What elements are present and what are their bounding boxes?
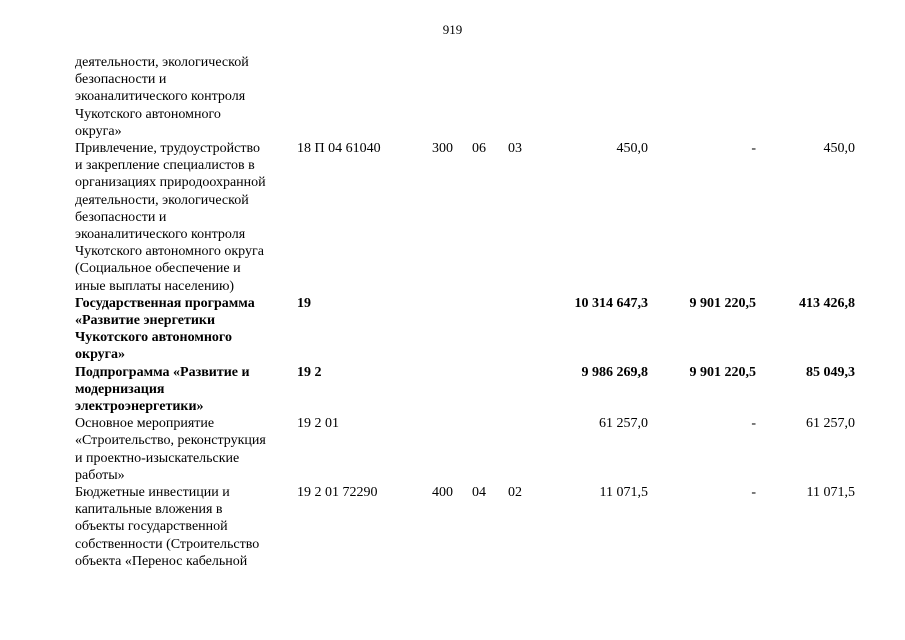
row-vr: 300	[432, 141, 453, 157]
row-regional: 11 071,5	[806, 485, 855, 501]
row-regional: 85 049,3	[806, 364, 855, 380]
row-name: Бюджетные инвестиции и капитальные вложения в объекты государственной собственности (Строительство объекта «Перенос кабельной	[75, 485, 260, 569]
table-row	[75, 295, 855, 364]
row-total: 450,0	[616, 141, 648, 157]
budget-table	[75, 54, 855, 570]
row-regional: 413 426,8	[799, 295, 855, 311]
row-code: 18 П 04 61040	[297, 141, 381, 157]
row-total: 9 986 269,8	[581, 364, 648, 380]
table-row	[75, 140, 855, 295]
row-total: 10 314 647,3	[574, 295, 648, 311]
table-row	[75, 54, 855, 140]
table-row	[75, 364, 855, 416]
row-name: Подпрограмма «Развитие и модернизация электроэнергетики»	[75, 364, 250, 415]
row-name: Государственная программа «Развитие энергетики Чукотского автономного округа»	[75, 295, 255, 363]
table-row	[75, 484, 855, 570]
page-number: 919	[442, 22, 463, 37]
row-total: 11 071,5	[599, 485, 648, 501]
row-vr: 400	[432, 485, 453, 501]
row-code: 19 2	[297, 364, 322, 380]
row-federal: 9 901 220,5	[689, 295, 756, 311]
row-regional: 450,0	[823, 141, 855, 157]
row-code: 19	[297, 295, 311, 311]
row-rz: 06	[472, 141, 486, 157]
row-rz: 04	[472, 485, 486, 501]
row-total: 61 257,0	[599, 416, 648, 432]
row-federal: -	[751, 141, 756, 157]
row-name: деятельности, экологической безопасности и экоаналитического контроля Чукотского автономного округа»	[75, 55, 249, 139]
row-name: Основное мероприятие «Строительство, реконструкция и проектно-изыскательские работы»	[75, 416, 266, 483]
row-pr: 03	[508, 141, 522, 157]
row-regional: 61 257,0	[806, 416, 855, 432]
row-code: 19 2 01 72290	[297, 485, 378, 501]
row-federal: -	[751, 416, 756, 432]
row-federal: -	[751, 485, 756, 501]
table-row	[75, 415, 855, 484]
row-federal: 9 901 220,5	[689, 364, 756, 380]
row-code: 19 2 01	[297, 416, 339, 432]
row-pr: 02	[508, 485, 522, 501]
row-name: Привлечение, трудоустройство и закрепление специалистов в организациях природоохранной деятельности, экологической безопасности и экоаналитического контроля Чукотского автономного округа (Социальное обеспечение и иные выплаты населению)	[75, 141, 266, 294]
